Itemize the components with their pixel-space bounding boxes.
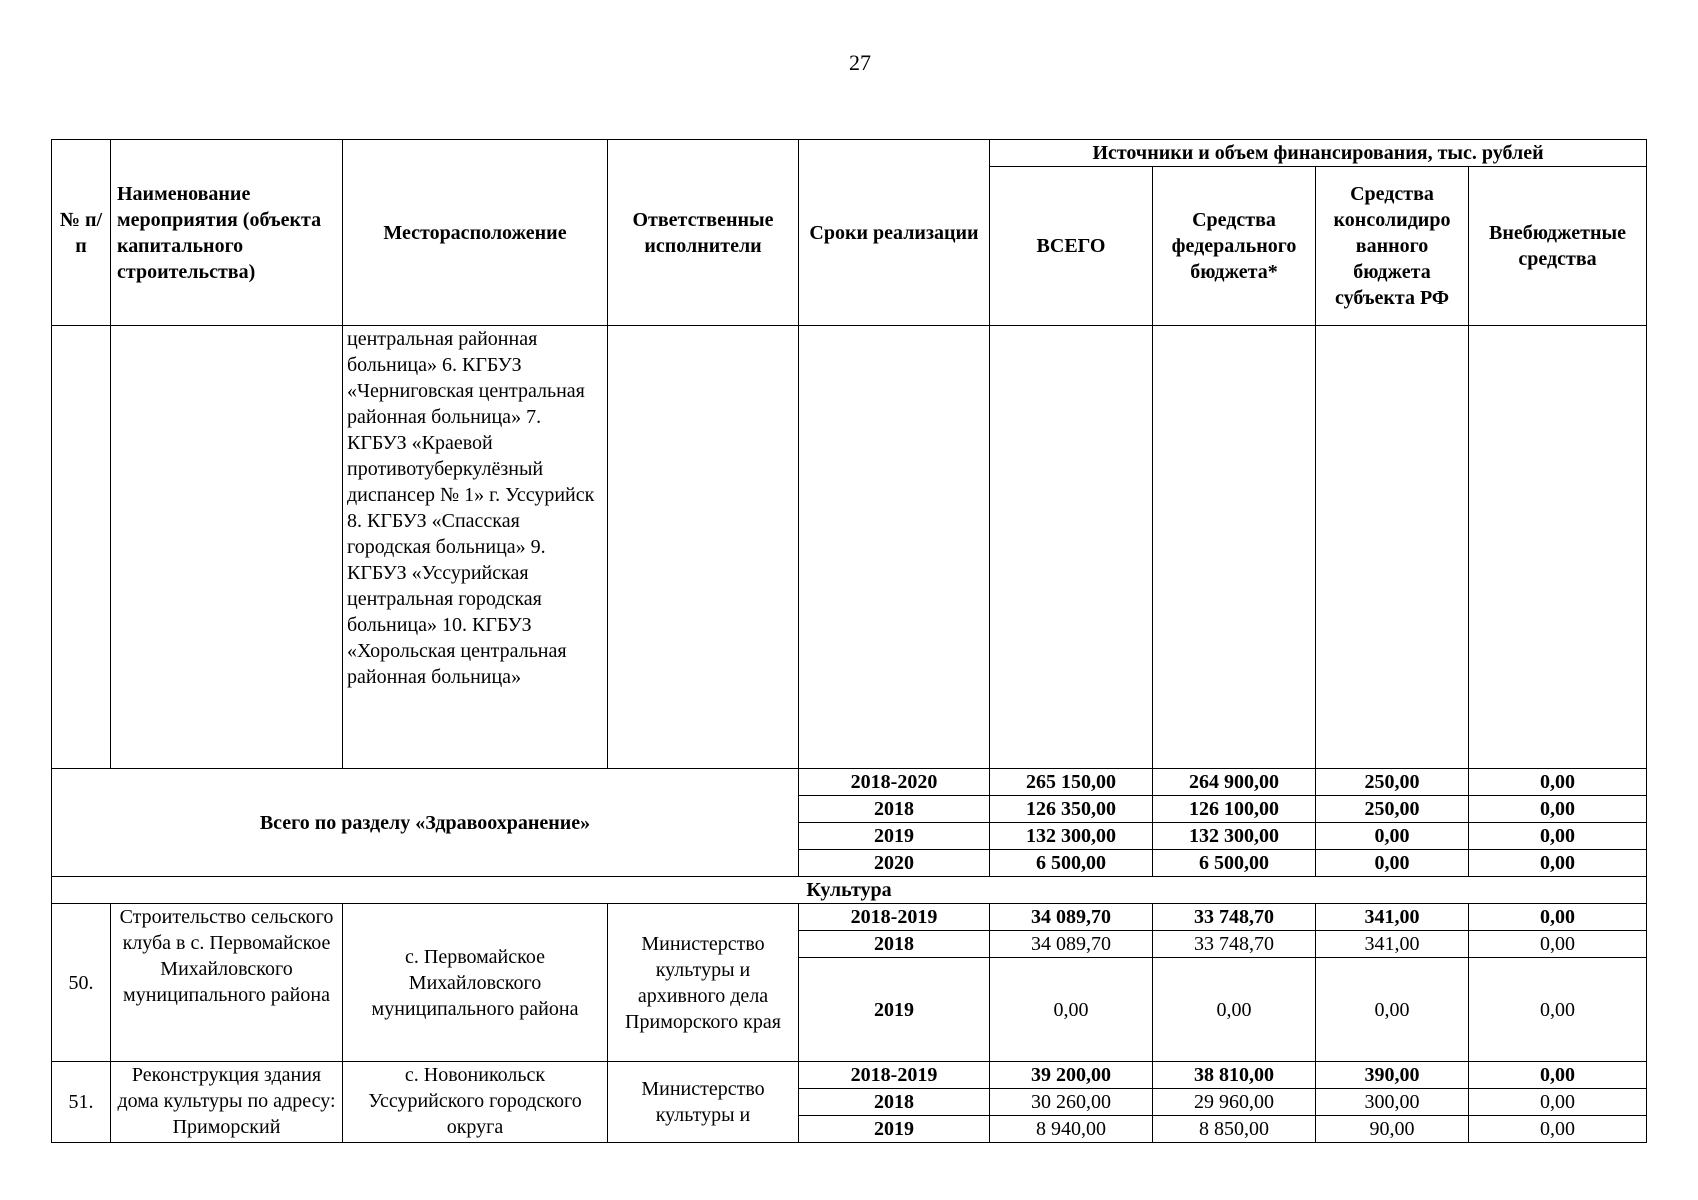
header-row-1 bbox=[52, 140, 1647, 167]
item-50-federal: 33 748,70 bbox=[1153, 931, 1316, 958]
summary-offbudget: 0,00 bbox=[1469, 769, 1647, 796]
summary-federal: 264 900,00 bbox=[1153, 769, 1316, 796]
item-50-total: 0,00 bbox=[990, 958, 1153, 1062]
item-51-offbudget: 0,00 bbox=[1469, 1116, 1647, 1143]
summary-total: 6 500,00 bbox=[990, 850, 1153, 877]
summary-offbudget: 0,00 bbox=[1469, 850, 1647, 877]
summary-federal: 126 100,00 bbox=[1153, 796, 1316, 823]
item-51-federal: 8 850,00 bbox=[1153, 1116, 1316, 1143]
header-sources: Источники и объем финансирования, тыс. рублей bbox=[990, 140, 1647, 167]
item-50-regional: 341,00 bbox=[1316, 904, 1469, 931]
summary-offbudget: 0,00 bbox=[1469, 796, 1647, 823]
item-50-executors: Министерство культуры и архивного дела Приморского края bbox=[608, 904, 799, 1062]
item-50-federal: 0,00 bbox=[1153, 958, 1316, 1062]
item-50-row bbox=[52, 904, 1647, 931]
header-regional: Средства консолидиро ванного бюджета субъекта РФ bbox=[1316, 167, 1469, 326]
summary-regional: 250,00 bbox=[1316, 796, 1469, 823]
item-50-period: 2019 bbox=[799, 958, 990, 1062]
item-51-name: Реконструкция здания дома культуры по адресу: Приморский bbox=[111, 1062, 343, 1143]
summary-period: 2019 bbox=[799, 823, 990, 850]
summary-total: 132 300,00 bbox=[990, 823, 1153, 850]
summary-regional: 0,00 bbox=[1316, 850, 1469, 877]
header-num: № п/п bbox=[52, 140, 111, 326]
section-row bbox=[52, 877, 1647, 904]
summary-offbudget: 0,00 bbox=[1469, 823, 1647, 850]
item-51-regional: 300,00 bbox=[1316, 1089, 1469, 1116]
header-federal: Средства федерального бюджета* bbox=[1153, 167, 1316, 326]
item-50-period: 2018-2019 bbox=[799, 904, 990, 931]
item-51-num: 51. bbox=[52, 1062, 111, 1143]
summary-row bbox=[52, 769, 1647, 796]
item-51-period: 2019 bbox=[799, 1116, 990, 1143]
header-location: Месторасположение bbox=[343, 140, 608, 326]
summary-regional: 0,00 bbox=[1316, 823, 1469, 850]
summary-period: 2018-2020 bbox=[799, 769, 990, 796]
item-51-period: 2018-2019 bbox=[799, 1062, 990, 1089]
summary-federal: 6 500,00 bbox=[1153, 850, 1316, 877]
item-51-regional: 390,00 bbox=[1316, 1062, 1469, 1089]
item-51-location: с. Новоникольск Уссурийского городского округа bbox=[343, 1062, 608, 1143]
page-number: 27 bbox=[849, 50, 871, 75]
item-51-total: 30 260,00 bbox=[990, 1089, 1153, 1116]
item-50-name: Строительство сельского клуба в с. Первомайское Михайловского муниципального района bbox=[111, 904, 343, 1062]
item-50-offbudget: 0,00 bbox=[1469, 958, 1647, 1062]
summary-total: 265 150,00 bbox=[990, 769, 1153, 796]
item-51-regional: 90,00 bbox=[1316, 1116, 1469, 1143]
item-50-federal: 33 748,70 bbox=[1153, 904, 1316, 931]
item-50-total: 34 089,70 bbox=[990, 904, 1153, 931]
item-50-num: 50. bbox=[52, 904, 111, 1062]
item-51-executors: Министерство культуры и bbox=[608, 1062, 799, 1143]
financing-table bbox=[51, 139, 1647, 1143]
summary-label: Всего по разделу «Здравоохранение» bbox=[52, 769, 799, 877]
item-51-federal: 29 960,00 bbox=[1153, 1089, 1316, 1116]
continuation-row bbox=[52, 326, 1647, 769]
item-50-location: с. Первомайское Михайловского муниципального района bbox=[343, 904, 608, 1062]
item-50-regional: 0,00 bbox=[1316, 958, 1469, 1062]
item-50-period: 2018 bbox=[799, 931, 990, 958]
continuation-location: центральная районная больница» 6. КГБУЗ «Черниговская центральная районная больница» 7. КГБУЗ «Краевой противотуберкулёзный диспансер № 1» г. Уссурийск 8. КГБУЗ «Спасская городская больница» 9. КГБУЗ «Уссурийская центральная городская больница» 10. КГБУЗ «Хорольская центральная районная больница» bbox=[343, 326, 608, 769]
header-name: Наименование мероприятия (объекта капитального строительства) bbox=[111, 140, 343, 326]
item-51-period: 2018 bbox=[799, 1089, 990, 1116]
summary-regional: 250,00 bbox=[1316, 769, 1469, 796]
summary-federal: 132 300,00 bbox=[1153, 823, 1316, 850]
item-50-total: 34 089,70 bbox=[990, 931, 1153, 958]
item-51-total: 8 940,00 bbox=[990, 1116, 1153, 1143]
item-50-regional: 341,00 bbox=[1316, 931, 1469, 958]
item-50-offbudget: 0,00 bbox=[1469, 931, 1647, 958]
section-culture: Культура bbox=[52, 877, 1647, 904]
summary-period: 2020 bbox=[799, 850, 990, 877]
summary-period: 2018 bbox=[799, 796, 990, 823]
summary-total: 126 350,00 bbox=[990, 796, 1153, 823]
item-50-offbudget: 0,00 bbox=[1469, 904, 1647, 931]
item-51-federal: 38 810,00 bbox=[1153, 1062, 1316, 1089]
header-executors: Ответственные исполнители bbox=[608, 140, 799, 326]
item-51-offbudget: 0,00 bbox=[1469, 1089, 1647, 1116]
item-51-offbudget: 0,00 bbox=[1469, 1062, 1647, 1089]
header-total: ВСЕГО bbox=[990, 167, 1153, 326]
item-51-total: 39 200,00 bbox=[990, 1062, 1153, 1089]
header-offbudget: Внебюджетные средства bbox=[1469, 167, 1647, 326]
item-51-row bbox=[52, 1062, 1647, 1089]
header-period: Сроки реализации bbox=[799, 140, 990, 326]
